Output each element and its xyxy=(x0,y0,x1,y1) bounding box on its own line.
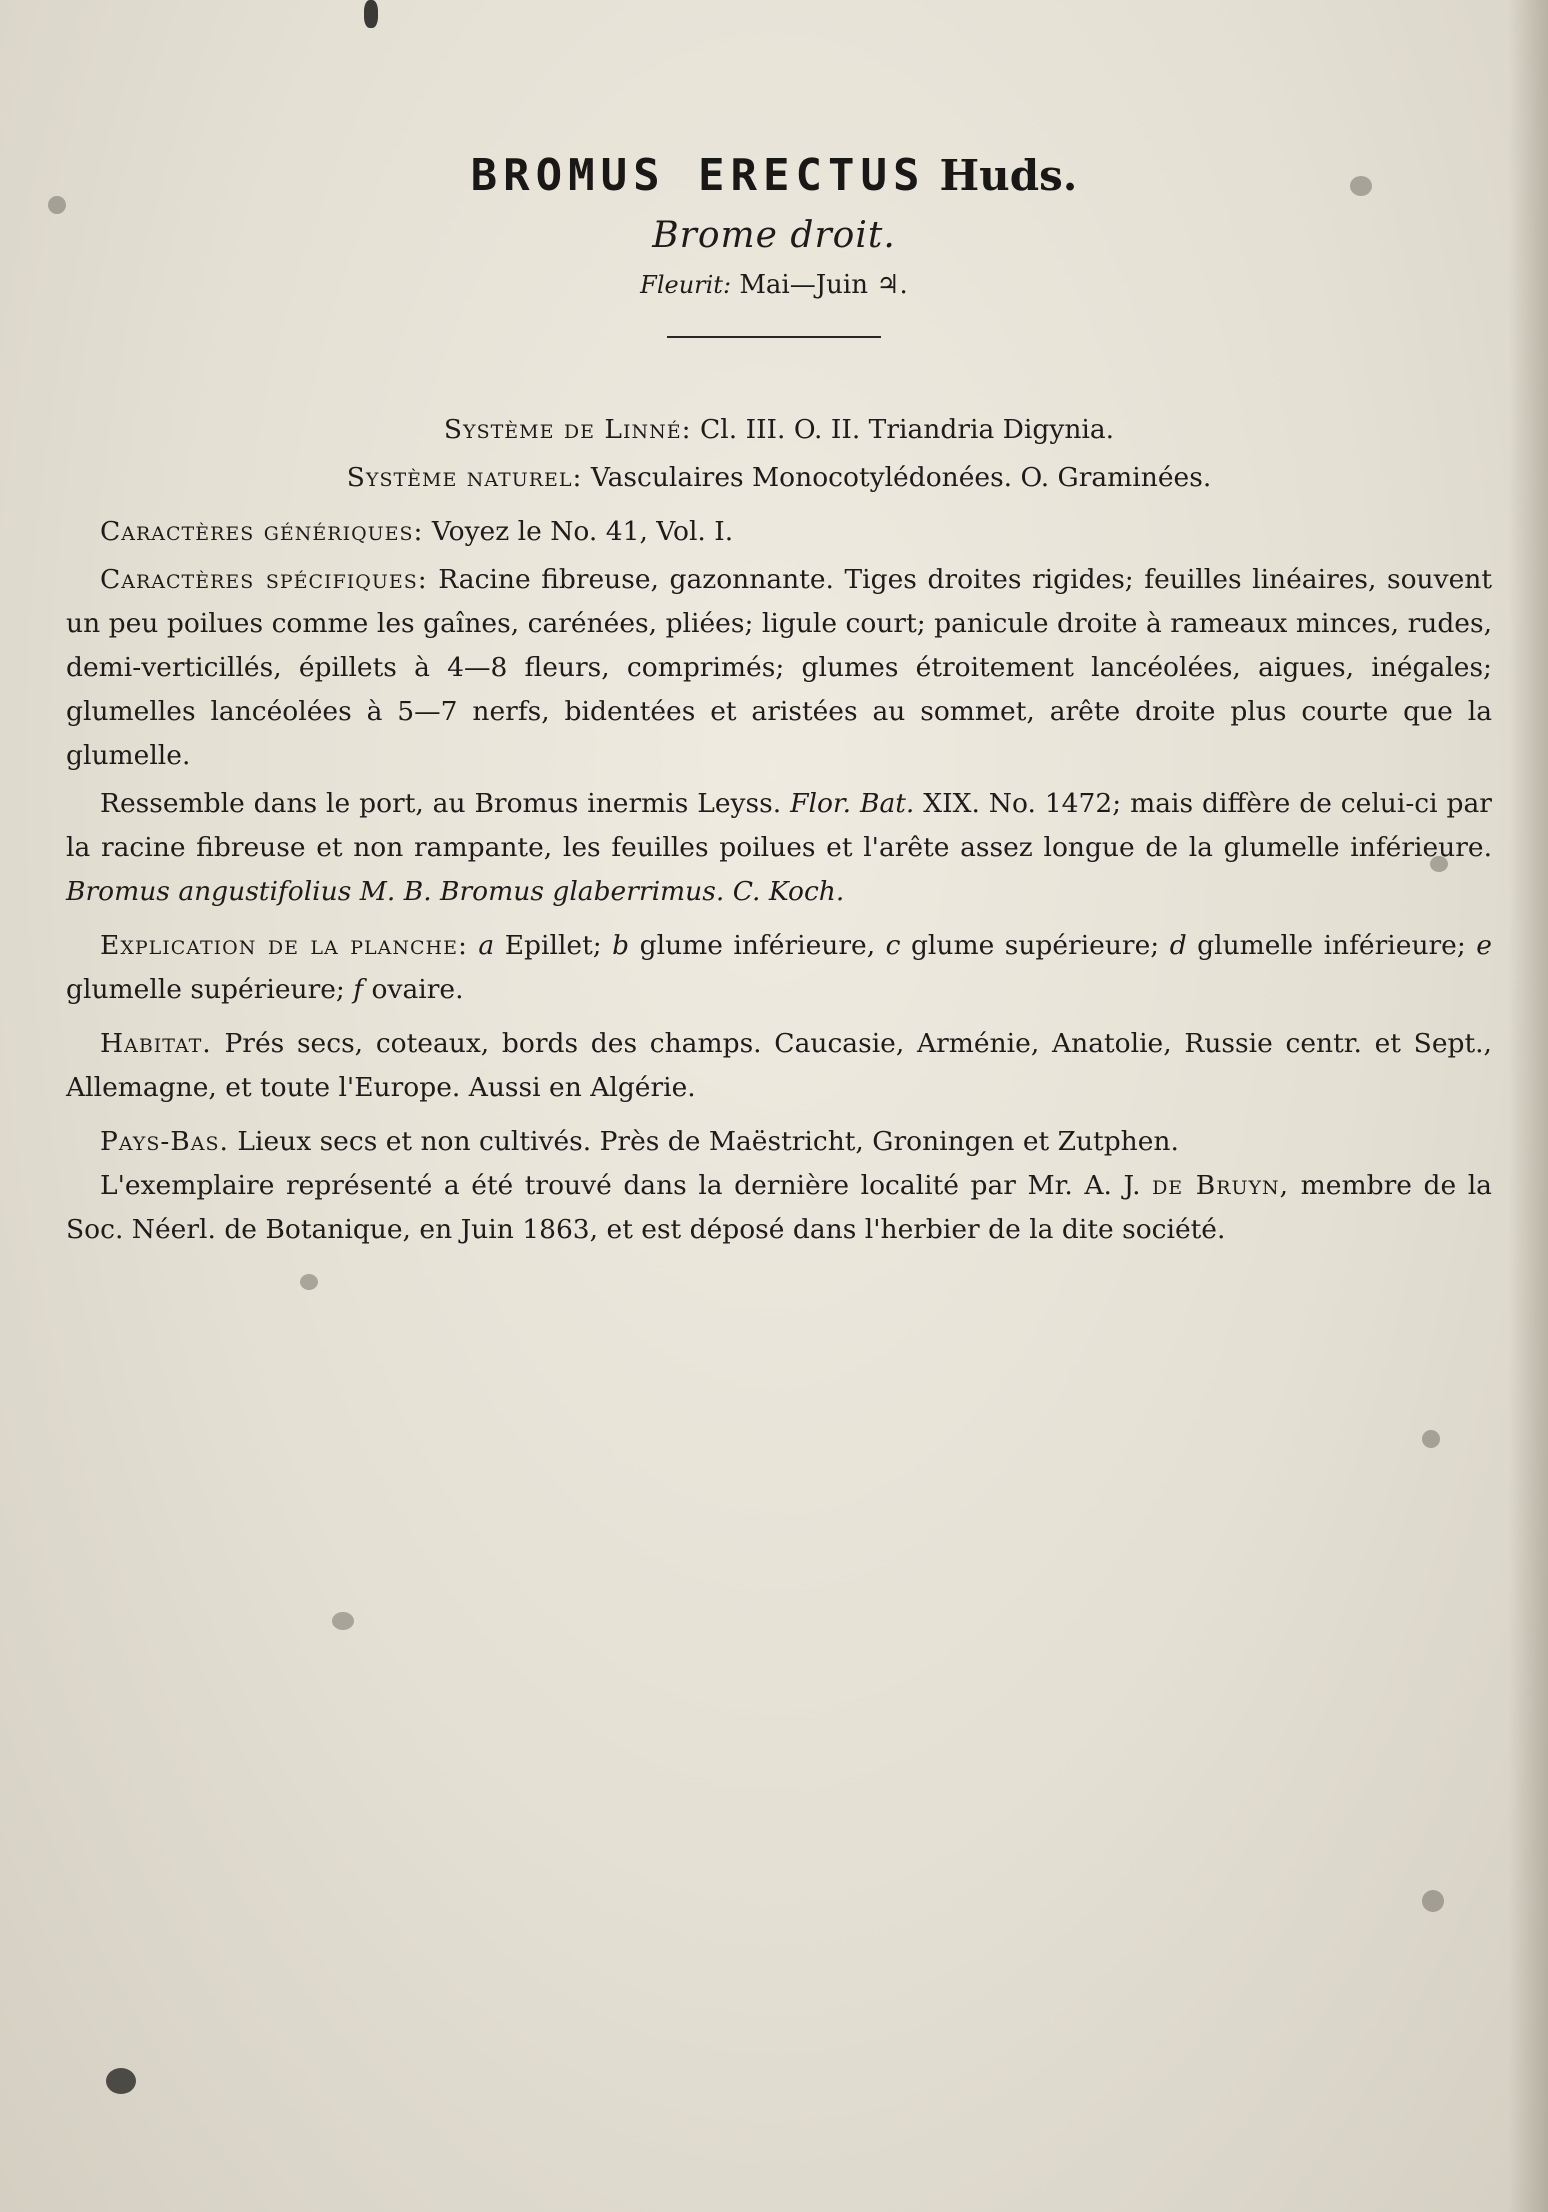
fig-text-c: glume supérieure; xyxy=(910,930,1160,961)
fig-letter-e: e xyxy=(1476,930,1492,961)
resemblance-text-b: XIX. No. 1472; mais diffère de celui-ci par la racine fibreuse et non rampante, les feuilles poilues et l'arête assez longue de la glumelle inférieure. xyxy=(66,788,1492,863)
species-name: BROMUS ERECTUS xyxy=(470,150,926,201)
description-body xyxy=(66,408,1492,1252)
common-name: Brome droit. xyxy=(652,215,896,256)
linne-value: Cl. III. O. II. Triandria Digynia. xyxy=(700,414,1115,445)
fig-text-e: glumelle supérieure; xyxy=(66,974,345,1005)
habitat-label: Habitat. xyxy=(100,1028,212,1059)
fig-text-f: ovaire. xyxy=(371,974,464,1005)
ink-speck xyxy=(1422,1430,1440,1448)
specimen-paragraph xyxy=(66,1164,1492,1252)
species-title xyxy=(0,150,1548,201)
specimen-text-b: membre de la Soc. Néerl. de Botanique, en Juin 1863, et est déposé dans l'herbier de la dite société. xyxy=(66,1170,1492,1245)
specific-label: Caractères spécifiques: xyxy=(100,564,428,595)
resemblance-text-a: Ressemble dans le port, au Bromus inermis Leyss. xyxy=(100,788,782,819)
specimen-text-a: L'exemplaire représenté a été trouvé dans la dernière localité par Mr. A. J. xyxy=(100,1170,1141,1201)
fig-text-a: Epillet; xyxy=(504,930,602,961)
habitat-paragraph xyxy=(66,1022,1492,1110)
habitat-text: Prés secs, coteaux, bords des champs. Caucasie, Arménie, Anatolie, Russie centr. et Sept., Allemagne, et toute l'Europe. Aussi en Algérie. xyxy=(66,1028,1492,1103)
generic-label: Caractères génériques: xyxy=(100,516,424,547)
page-header xyxy=(0,150,1548,338)
naturel-label: Système naturel: xyxy=(346,462,583,493)
naturel-line xyxy=(66,456,1492,500)
ink-speck xyxy=(364,0,378,28)
generic-characters xyxy=(66,510,1492,554)
synonyms: Bromus angustifolius M. B. Bromus glaberrimus. xyxy=(66,876,725,907)
netherlands-text: Lieux secs et non cultivés. Près de Maëstricht, Groningen et Zutphen. xyxy=(237,1126,1179,1157)
generic-text: Voyez le No. 41, Vol. I. xyxy=(431,516,734,547)
fig-letter-b: b xyxy=(612,930,630,961)
netherlands-paragraph xyxy=(66,1120,1492,1164)
specific-text: Racine fibreuse, gazonnante. Tiges droites rigides; feuilles linéaires, souvent un peu poilues comme les gaînes, carénées, pliées; ligule court; panicule droite à rameaux minces, rudes, demi-verticillés, épillets à 4—8 fleurs, comprimés; glumes étroitement lancéolées, aigues, inégales; glumelles lancéolées à 5—7 nerfs, bidentées et aristées au sommet, arête droite plus courte que la glumelle. xyxy=(66,564,1492,771)
netherlands-label: Pays-Bas. xyxy=(100,1126,229,1157)
specific-characters xyxy=(66,558,1492,778)
naturel-value: Vasculaires Monocotylédonées. O. Graminées. xyxy=(590,462,1212,493)
ink-speck xyxy=(1422,1890,1444,1912)
resemblance-paragraph xyxy=(66,782,1492,914)
ink-speck xyxy=(332,1612,354,1630)
flora-reference: Flor. Bat. xyxy=(790,788,915,819)
fig-letter-c: c xyxy=(885,930,901,961)
header-divider xyxy=(667,336,881,338)
fig-letter-a: a xyxy=(478,930,495,961)
species-author: Huds. xyxy=(939,151,1078,200)
ink-speck xyxy=(300,1274,318,1290)
flowering-label: Fleurit: xyxy=(640,271,732,299)
linne-label: Système de Linné: xyxy=(443,414,692,445)
plate-label: Explication de la planche: xyxy=(100,930,468,961)
ink-speck xyxy=(106,2068,136,2094)
synonym-author: C. Koch. xyxy=(732,876,845,907)
collector-name: de Bruyn, xyxy=(1152,1170,1290,1201)
flowering-line xyxy=(0,270,1548,300)
linne-line xyxy=(66,408,1492,452)
flowering-value: Mai—Juin ♃. xyxy=(739,270,908,300)
fig-text-d: glumelle inférieure; xyxy=(1197,930,1466,961)
fig-letter-d: d xyxy=(1169,930,1187,961)
plate-explanation xyxy=(66,924,1492,1012)
fig-text-b: glume inférieure, xyxy=(639,930,876,961)
fig-letter-f: f xyxy=(353,974,364,1005)
